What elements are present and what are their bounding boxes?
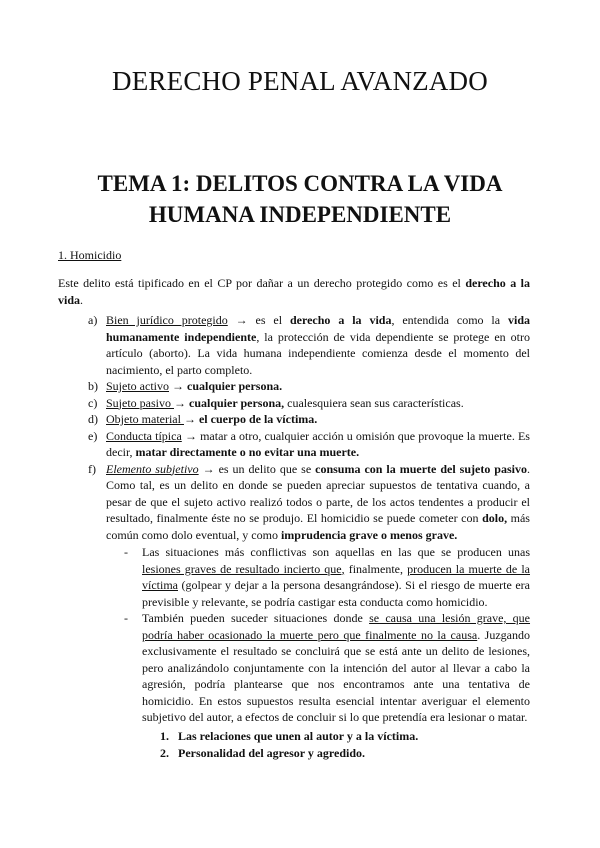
item-text: → xyxy=(174,395,189,410)
intro-bold: derecho a la vida xyxy=(58,276,530,307)
tema-heading-line-1: TEMA 1: DELITOS CONTRA LA VIDA xyxy=(97,171,503,196)
item-label: Conducta típica xyxy=(106,428,182,443)
numbered-item-text: Personalidad del agresor y agredido. xyxy=(178,745,366,760)
list-item-conducta-tipica xyxy=(58,428,530,461)
list-item-elemento-subjetivo xyxy=(58,461,530,762)
item-bold: consuma con la muerte del sujeto pasivo xyxy=(315,461,527,476)
sub-item-text: (golpear y dejar a la persona desangrándose). Si el riesgo de muerte era previsible y relevante, se podría castigar esta conducta como homicidio. xyxy=(142,578,530,609)
item-text: → es el xyxy=(227,313,290,327)
numbered-item xyxy=(142,745,530,762)
item-label: Objeto material xyxy=(106,412,184,426)
item-text: más común como dolo eventual, y como xyxy=(106,511,530,542)
list-item-objeto-material xyxy=(58,411,530,428)
intro-paragraph xyxy=(58,275,530,308)
sub-item-lesion-grave xyxy=(106,610,530,762)
list-marker: d) xyxy=(88,412,98,426)
sub-item-text: También pueden suceder situaciones donde xyxy=(142,611,370,625)
item-bold: vida humanamente independiente xyxy=(106,313,531,344)
list-marker: f) xyxy=(88,461,96,476)
item-label: Bien jurídico protegido xyxy=(106,313,228,327)
list-item-sujeto-pasivo xyxy=(58,395,530,412)
sub-item-underlined: se causa una lesión grave, que podría haber ocasionado la muerte pero que finalmente no la causa xyxy=(142,611,531,642)
item-text: → matar a otro, cualquier acción u omisión que provoque la muerte. Es decir, xyxy=(106,428,530,459)
list-marker: e) xyxy=(88,428,98,443)
item-label: Sujeto activo xyxy=(106,379,169,393)
item-label: Elemento subjetivo xyxy=(106,461,199,476)
sub-item-underlined: producen la muerte de la víctima xyxy=(142,561,530,592)
number-marker: 2. xyxy=(160,745,169,760)
numbered-item-text: Las relaciones que unen al autor y a la víctima. xyxy=(178,728,419,743)
item-bold: cualquier persona. xyxy=(187,379,283,393)
item-text: , la protección de vida dependiente se protege en otro artículo (aborto). La vida humana independiente comienza desde el momento del nacimiento, el parto completo. xyxy=(106,329,530,377)
numbered-item xyxy=(142,728,530,745)
item-bold: derecho a la vida xyxy=(290,313,392,327)
document-title: DERECHO PENAL AVANZADO xyxy=(112,66,488,96)
sub-item-text: Las situaciones más conflictivas son aquellas en las que se producen unas xyxy=(142,545,530,559)
numbered-list xyxy=(142,728,530,762)
intro-end: . xyxy=(80,292,84,307)
list-item-bien-juridico xyxy=(58,312,530,378)
item-text: → es un delito que se xyxy=(198,461,316,476)
sub-item-text: finalmente, xyxy=(344,561,408,576)
dash-marker: - xyxy=(124,611,128,625)
sub-item-lesiones-graves xyxy=(106,544,530,610)
list-marker: b) xyxy=(88,379,98,393)
item-label: Sujeto pasivo xyxy=(106,395,174,410)
sub-item-text: . Juzgando exclusivamente el resultado se concluirá que se está ante un delito de lesiones, pero analizándolo conjuntamente con la intención del autor al llevar a cabo la agresión, podría plantearse que nos encontramos ante una tentativa de homicidio. En estos supuestos resulta esencial intentar averiguar el elemento subjetivo del autor, a efectos de concluir si lo que pretendía era lesionar o matar. xyxy=(142,627,531,724)
element-list xyxy=(58,312,530,762)
item-text: , entendida como la xyxy=(391,313,508,327)
tema-heading xyxy=(40,168,560,230)
item-bold: imprudencia grave o menos grave. xyxy=(280,527,458,542)
item-text: cualesquiera sean sus características. xyxy=(284,395,464,410)
item-bold: matar directamente o no evitar una muerte. xyxy=(135,445,360,459)
sub-list xyxy=(106,544,530,762)
number-marker: 1. xyxy=(160,728,169,743)
tema-heading-line-2: HUMANA INDEPENDIENTE xyxy=(148,202,452,227)
item-text: → xyxy=(183,412,199,426)
item-bold: cualquier persona, xyxy=(189,395,285,410)
item-text: . Como tal, es un delito en donde se pueden apreciar supuestos de tentativa cuando, a pesar de que el sujeto activo realizó todos o parte, de los actos tendentes a producir el resultado, finalmente éste no se produjo. El homicidio se puede cometer con xyxy=(106,461,530,525)
section-heading-homicidio: 1. Homicidio xyxy=(58,248,122,262)
item-bold: dolo, xyxy=(482,511,508,525)
list-marker: a) xyxy=(88,313,98,327)
item-text: → xyxy=(169,379,187,393)
intro-text: Este delito está tipificado en el CP por dañar a un derecho protegido como es el xyxy=(58,276,466,290)
item-bold: el cuerpo de la víctima. xyxy=(198,412,318,426)
dash-marker: - xyxy=(124,545,128,559)
list-marker: c) xyxy=(88,395,98,410)
sub-item-underlined: lesiones graves de resultado incierto que, xyxy=(142,561,345,576)
list-item-sujeto-activo xyxy=(58,378,530,395)
